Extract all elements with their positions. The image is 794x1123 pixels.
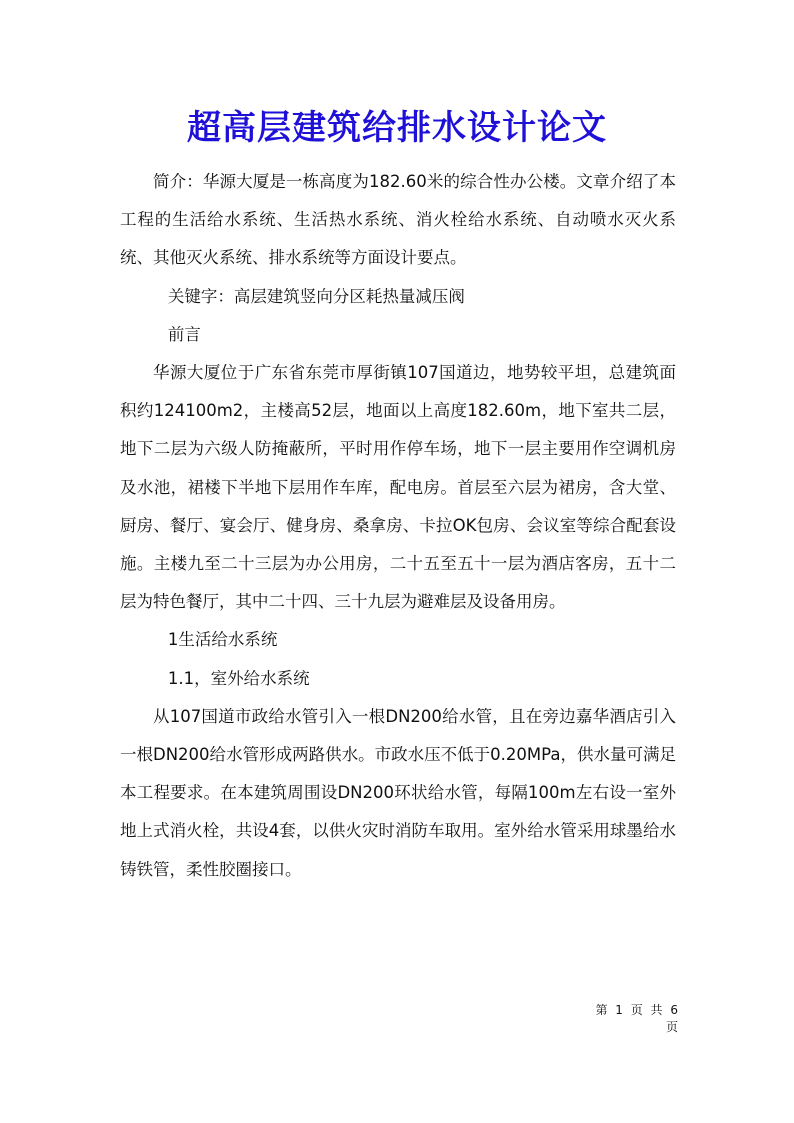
outdoor-water-paragraph: 从107国道市政给水管引入一根DN200给水管，且在旁边嘉华酒店引入一根DN200给水管形成两路供水。市政水压不低于0.20MPa，供水量可满足本工程要求。在本建筑周围设DN200环状给水管，每隔100m左右设一室外地上式消火栓，共设4套，以供火灾时消防车取用。室外给水管采用球墨给水铸铁管，柔性胶圈接口。 (120, 706, 676, 879)
preface-heading: 前言 (167, 324, 201, 344)
document-title: 超高层建筑给排水设计论文 (187, 108, 607, 148)
preface-paragraph: 华源大厦位于广东省东莞市厚街镇107国道边，地势较平坦，总建筑面积约124100m2，主楼高52层，地面以上高度182.60m，地下室共二层，地下二层为六级人防掩蔽所，平时用作停车场，地下一层主要用作空调机房及水池，裙楼下半地下层用作车库，配电房。首层至六层为裙房，含大堂、厨房、餐厅、宴会厅、健身房、桑拿房、卡拉OK包房、会议室等综合配套设施。主楼九至二十三层为办公用房，二十五至五十一层为酒店客房，五十二层为特色餐厅，其中二十四、三十九层为避难层及设备用房。 (120, 363, 676, 612)
subsection-heading: 1.1，室外给水系统 (167, 668, 310, 688)
section-heading: 1生活给水系统 (167, 630, 278, 650)
abstract-paragraph: 简介：华源大厦是一栋高度为182.60米的综合性办公楼。文章介绍了本工程的生活给水系统、生活热水系统、消火栓给水系统、自动喷水灭火系统、其他灭火系统、排水系统等方面设计要点。 (120, 172, 676, 268)
document-body (120, 163, 676, 889)
page-footer: 第 1 页 共 6 页 (595, 1003, 680, 1034)
keywords-paragraph: 关键字：高层建筑竖向分区耗热量减压阀 (167, 286, 465, 306)
